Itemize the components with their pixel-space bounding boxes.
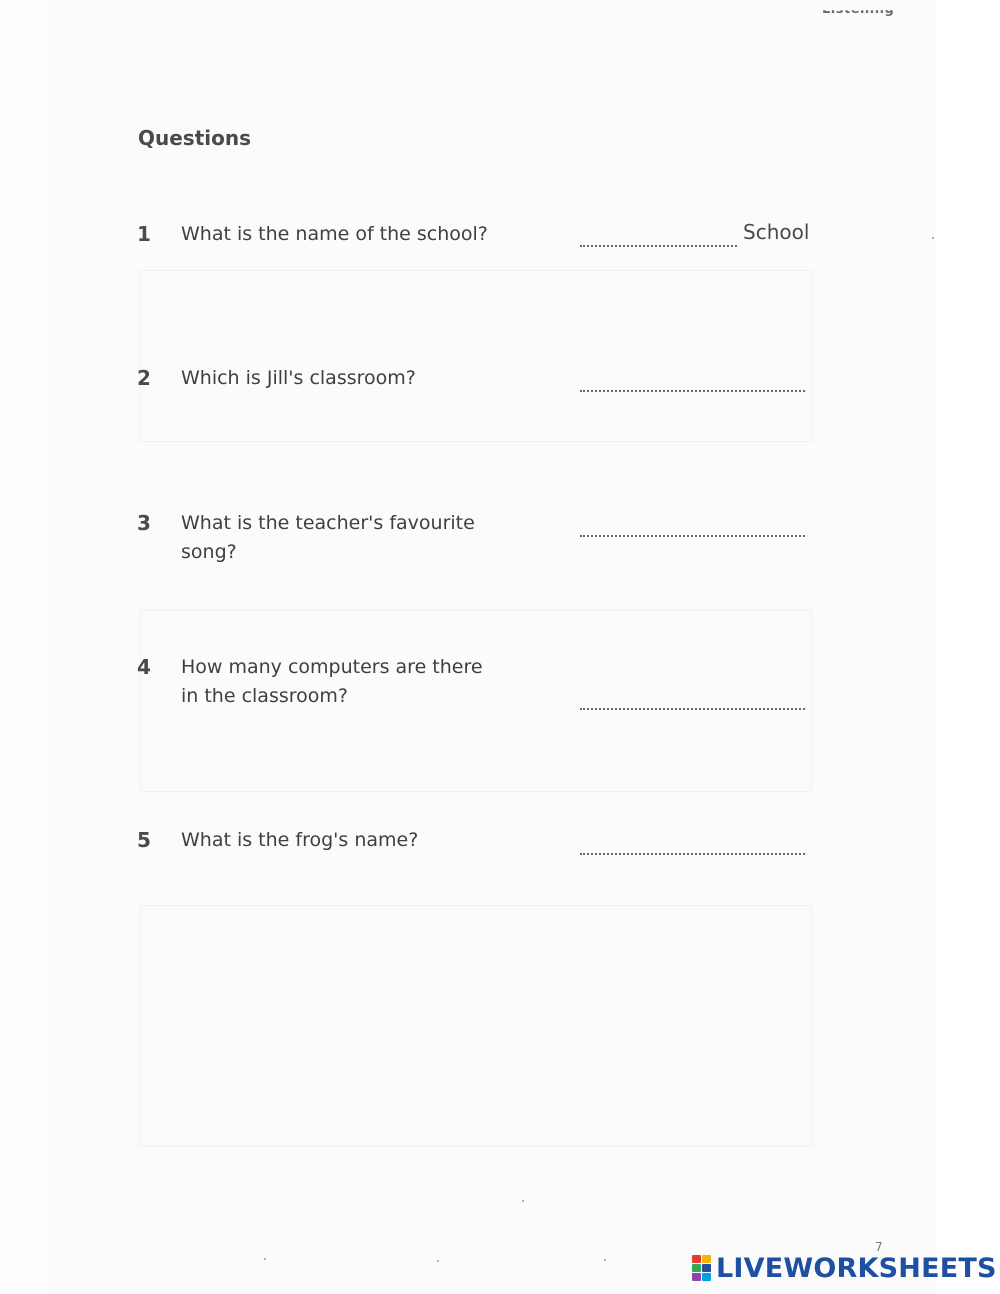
show-through-box bbox=[140, 270, 812, 442]
question-text: What is the frog's name? bbox=[181, 829, 419, 851]
scan-speck bbox=[522, 1200, 524, 1202]
question-text: What is the teacher's favourite song? bbox=[181, 512, 475, 563]
answer-field-5[interactable] bbox=[580, 829, 805, 855]
page-margin bbox=[935, 0, 1000, 1294]
question-number: 3 bbox=[137, 511, 151, 535]
question-number: 4 bbox=[137, 655, 151, 679]
show-through-box bbox=[140, 905, 812, 1147]
question-text-line-1: How many computers are there bbox=[181, 656, 483, 678]
question-text: What is the name of the school? bbox=[181, 223, 488, 245]
answer-field-2[interactable] bbox=[580, 366, 805, 392]
liveworksheets-brand-text: LIVEWORKSHEETS bbox=[716, 1252, 997, 1284]
question-number: 2 bbox=[137, 366, 151, 390]
scan-speck bbox=[264, 1258, 266, 1260]
scan-speck bbox=[437, 1260, 439, 1262]
question-text: Which is Jill's classroom? bbox=[181, 367, 416, 389]
answer-suffix: School bbox=[743, 220, 810, 244]
scan-speck bbox=[932, 237, 934, 239]
question-number: 1 bbox=[137, 222, 151, 246]
liveworksheets-logo-icon bbox=[692, 1255, 712, 1281]
question-text-line-2: in the classroom? bbox=[181, 685, 348, 707]
questions-heading: Questions bbox=[138, 126, 252, 150]
answer-field-1[interactable] bbox=[580, 221, 737, 247]
answer-field-4[interactable] bbox=[580, 684, 805, 710]
liveworksheets-logo[interactable] bbox=[692, 1250, 997, 1286]
scan-speck bbox=[604, 1259, 606, 1261]
question-number: 5 bbox=[137, 828, 151, 852]
page-number: 7 bbox=[875, 1240, 883, 1254]
answer-field-3[interactable] bbox=[580, 511, 805, 537]
